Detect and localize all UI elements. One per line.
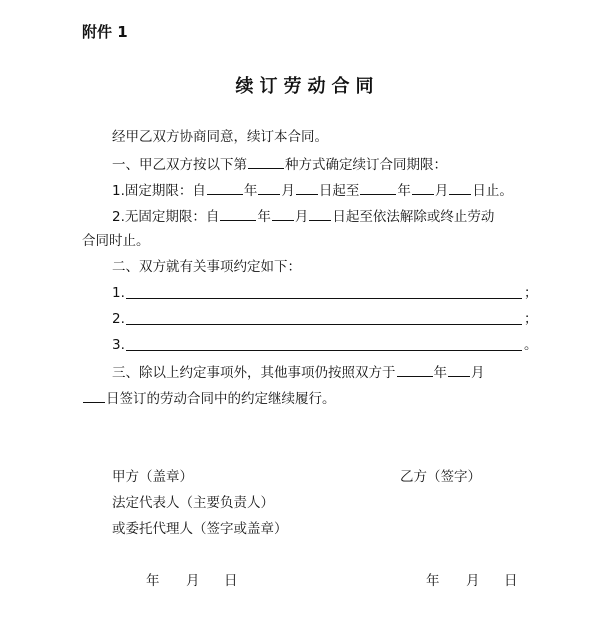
date-left — [146, 569, 238, 589]
clause-3-year-blank[interactable] — [397, 362, 433, 377]
open-term-continuation: 合同时止。 — [82, 233, 150, 249]
item-2-blank[interactable] — [126, 324, 522, 325]
fixed-day-end-text: 日止。 — [472, 183, 513, 199]
intro-paragraph: 经甲乙双方协商同意，续订本合同。 — [112, 129, 328, 145]
fixed-month-text: 月 — [281, 183, 295, 199]
item-3-blank[interactable] — [126, 350, 522, 351]
clause-3-year-text: 年 — [433, 365, 447, 381]
fixed-year-text: 年 — [243, 183, 258, 199]
date-left-day: 日 — [224, 573, 238, 589]
fixed-year2-text: 年 — [397, 183, 411, 199]
open-month-text: 月 — [294, 209, 309, 225]
legal-rep-label: 法定代表人（主要负责人） — [112, 495, 274, 511]
open-start-year-blank[interactable] — [220, 206, 256, 221]
clause-3-month-blank[interactable] — [448, 362, 470, 377]
item-2-num: 2. — [112, 311, 125, 327]
date-left-year: 年 — [146, 573, 160, 589]
date-right-day: 日 — [504, 573, 518, 589]
open-rest-text: 日起至依法解除或终止劳动 — [332, 209, 495, 225]
clause-3-day-blank[interactable] — [83, 388, 105, 403]
fixed-term-line — [112, 180, 513, 200]
agent-label: 或委托代理人（签字或盖章） — [112, 521, 288, 537]
item-1-num: 1. — [112, 285, 125, 301]
fixed-start-day-blank[interactable] — [296, 180, 318, 195]
clause-2: 二、双方就有关事项约定如下： — [112, 259, 301, 275]
open-start-month-blank[interactable] — [272, 206, 294, 221]
party-a-label: 甲方（盖章） — [112, 469, 193, 485]
fixed-day-from-text: 日起至 — [318, 183, 360, 199]
open-term-line — [112, 206, 494, 226]
item-3-end: 。 — [524, 337, 538, 353]
document-title: 续订劳动合同 — [235, 76, 380, 97]
clause-3-cont-text: 日签订的劳动合同中的约定继续履行。 — [106, 391, 336, 407]
fixed-start-month-blank[interactable] — [258, 180, 280, 195]
date-right — [426, 569, 518, 589]
fixed-end-day-blank[interactable] — [449, 180, 471, 195]
fixed-end-month-blank[interactable] — [412, 180, 434, 195]
clause-3-continuation — [82, 388, 336, 408]
fixed-end-year-blank[interactable] — [360, 180, 396, 195]
item-1-blank[interactable] — [126, 298, 522, 299]
date-right-year: 年 — [426, 573, 440, 589]
method-blank[interactable] — [248, 154, 284, 169]
clause-3-text: 三、除以上约定事项外，其他事项仍按照双方于 — [112, 365, 396, 381]
clause-1 — [112, 154, 447, 174]
item-2-end: ； — [524, 311, 538, 327]
fixed-start-year-blank[interactable] — [207, 180, 243, 195]
fixed-term-label: 1.固定期限：自 — [112, 183, 206, 199]
clause-3-month-text: 月 — [471, 365, 485, 381]
clause-3 — [112, 362, 485, 382]
fixed-month2-text: 月 — [434, 183, 449, 199]
item-1-end: ； — [524, 285, 538, 301]
open-start-day-blank[interactable] — [309, 206, 331, 221]
open-year-text: 年 — [257, 209, 271, 225]
attachment-label: 附件 1 — [82, 23, 128, 41]
clause-1-prefix: 一、甲乙双方按以下第 — [112, 157, 247, 173]
item-3-num: 3. — [112, 337, 125, 353]
party-b-label: 乙方（签字） — [400, 469, 481, 485]
date-right-month: 月 — [466, 573, 480, 589]
date-left-month: 月 — [186, 573, 200, 589]
open-term-label: 2.无固定期限：自 — [112, 209, 220, 225]
clause-1-suffix: 种方式确定续订合同期限： — [285, 157, 447, 173]
